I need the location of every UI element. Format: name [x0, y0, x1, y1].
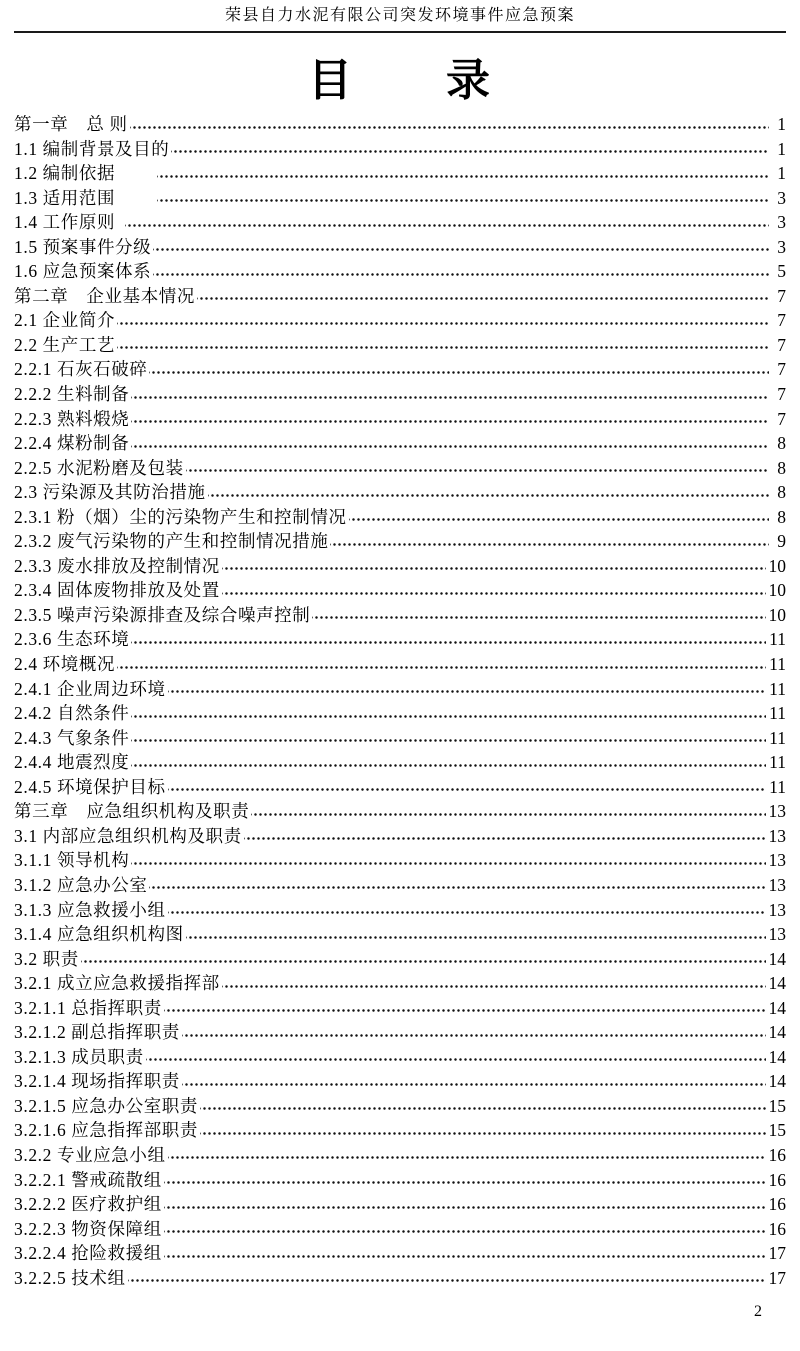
toc-entry-label: 3.2.1.6 应急指挥部职责 — [14, 1120, 198, 1141]
dot-leader — [168, 1143, 766, 1168]
dot-leader — [222, 971, 766, 996]
toc-entry-page: 14 — [768, 1022, 786, 1043]
toc-entry[interactable] — [14, 578, 786, 603]
dot-leader — [131, 407, 769, 432]
toc-entry-page: 11 — [769, 629, 786, 650]
dot-leader — [164, 1241, 766, 1266]
dot-leader — [128, 1266, 766, 1291]
dot-leader — [168, 898, 766, 923]
toc-entry-page: 7 — [777, 334, 786, 355]
toc-entry[interactable] — [14, 922, 786, 947]
toc-entry-label: 3.1.2 应急办公室 — [14, 874, 148, 895]
toc-entry-label: 1.4 工作原则 — [14, 212, 116, 233]
toc-entry[interactable] — [14, 799, 786, 824]
toc-entry-page: 14 — [768, 1071, 786, 1092]
toc-entry-page: 9 — [777, 531, 786, 552]
toc-entry[interactable] — [14, 1069, 786, 1094]
toc-entry-label: 2.2.1 石灰石破碎 — [14, 359, 148, 380]
toc-entry-label: 第三章 应急组织机构及职责 — [14, 801, 250, 822]
dot-leader — [197, 284, 769, 309]
toc-entry-label: 2.3.6 生态环境 — [14, 629, 130, 650]
toc-entry-label: 2.2 生产工艺 — [14, 334, 116, 355]
toc-entry-label: 3.2.1.2 副总指挥职责 — [14, 1022, 180, 1043]
toc-entry[interactable] — [14, 898, 786, 923]
toc-entry-page: 7 — [777, 359, 786, 380]
toc-entry[interactable] — [14, 1118, 786, 1143]
toc-entry-page: 15 — [768, 1120, 786, 1141]
dot-leader — [200, 1118, 766, 1143]
toc-entry-label: 3.2.2.1 警戒疏散组 — [14, 1169, 162, 1190]
dot-leader — [182, 1020, 766, 1045]
dot-leader — [244, 824, 766, 849]
toc-entry-page: 7 — [777, 408, 786, 429]
toc-entry[interactable] — [14, 186, 786, 211]
toc-entry-page: 16 — [768, 1218, 786, 1239]
dot-leader — [130, 112, 769, 137]
toc-entry[interactable] — [14, 603, 786, 628]
dot-leader — [164, 996, 766, 1021]
toc-entry[interactable] — [14, 259, 786, 284]
toc-entry[interactable] — [14, 701, 786, 726]
dot-leader — [131, 431, 769, 456]
dot-leader — [200, 1094, 766, 1119]
toc-entry[interactable] — [14, 529, 786, 554]
toc-entry-label: 1.6 应急预案体系 — [14, 261, 152, 282]
toc-entry-page: 8 — [777, 433, 786, 454]
toc-entry-page: 3 — [777, 187, 786, 208]
toc-entry-label: 3.2.1.3 成员职责 — [14, 1046, 144, 1067]
toc-entry[interactable] — [14, 848, 786, 873]
toc-entry-page: 7 — [777, 285, 786, 306]
toc-entry-page: 17 — [768, 1243, 786, 1264]
toc-entry[interactable] — [14, 357, 786, 382]
toc-entry[interactable] — [14, 1217, 786, 1242]
toc-list — [14, 112, 786, 1290]
dot-leader — [164, 1192, 766, 1217]
toc-entry[interactable] — [14, 431, 786, 456]
toc-entry[interactable] — [14, 1094, 786, 1119]
dot-leader — [349, 505, 769, 530]
toc-entry-label: 2.1 企业简介 — [14, 310, 116, 331]
toc-entry-label: 3.1 内部应急组织机构及职责 — [14, 825, 242, 846]
toc-entry[interactable] — [14, 750, 786, 775]
toc-entry-page: 16 — [768, 1169, 786, 1190]
toc-entry[interactable] — [14, 824, 786, 849]
toc-entry-label: 2.2.2 生料制备 — [14, 384, 130, 405]
toc-entry[interactable] — [14, 677, 786, 702]
toc-entry-page: 5 — [777, 261, 786, 282]
toc-entry-label: 2.4.3 气象条件 — [14, 727, 130, 748]
toc-entry[interactable] — [14, 726, 786, 751]
dot-leader — [164, 1217, 766, 1242]
dot-leader — [157, 161, 769, 186]
toc-entry-page: 8 — [777, 482, 786, 503]
toc-entry-label: 3.1.3 应急救援小组 — [14, 899, 166, 920]
toc-entry-label: 1.3 适用范围 — [14, 187, 116, 208]
toc-entry-page: 16 — [768, 1144, 786, 1165]
toc-entry-label: 3.2.2 专业应急小组 — [14, 1144, 166, 1165]
toc-entry[interactable] — [14, 480, 786, 505]
toc-entry[interactable] — [14, 1241, 786, 1266]
toc-entry[interactable] — [14, 1192, 786, 1217]
toc-entry-label: 2.4.4 地震烈度 — [14, 752, 130, 773]
dot-leader — [186, 456, 769, 481]
toc-entry-page: 3 — [777, 236, 786, 257]
toc-entry-label: 2.3.2 废气污染物的产生和控制情况措施 — [14, 531, 329, 552]
toc-entry[interactable] — [14, 1143, 786, 1168]
toc-entry-page: 11 — [769, 654, 786, 675]
toc-entry-page: 16 — [768, 1194, 786, 1215]
header-rule — [14, 31, 786, 33]
dot-leader — [117, 333, 769, 358]
dot-leader — [251, 799, 765, 824]
toc-entry-page: 14 — [768, 997, 786, 1018]
toc-entry-page: 13 — [768, 801, 786, 822]
dot-leader — [149, 357, 769, 382]
toc-entry[interactable] — [14, 996, 786, 1021]
dot-leader — [81, 947, 766, 972]
toc-entry-page: 11 — [769, 776, 786, 797]
toc-entry-label: 2.3.4 固体废物排放及处置 — [14, 580, 220, 601]
dot-leader — [330, 529, 769, 554]
dot-leader — [186, 922, 766, 947]
toc-entry-page: 10 — [768, 580, 786, 601]
toc-entry[interactable] — [14, 308, 786, 333]
dot-leader — [149, 873, 765, 898]
dot-leader — [146, 1045, 766, 1070]
toc-entry-label: 3.2.2.3 物资保障组 — [14, 1218, 162, 1239]
toc-entry-page: 14 — [768, 973, 786, 994]
toc-entry-page: 1 — [777, 138, 786, 159]
toc-entry[interactable] — [14, 284, 786, 309]
toc-entry-label: 2.2.4 煤粉制备 — [14, 433, 130, 454]
toc-entry[interactable] — [14, 407, 786, 432]
toc-entry-page: 13 — [768, 825, 786, 846]
dot-leader — [131, 382, 769, 407]
toc-entry-label: 3.2.2.2 医疗救护组 — [14, 1194, 162, 1215]
toc-entry-page: 1 — [777, 163, 786, 184]
toc-entry-page: 11 — [769, 678, 786, 699]
toc-entry[interactable] — [14, 137, 786, 162]
toc-entry-page: 11 — [769, 752, 786, 773]
toc-entry-page: 8 — [777, 457, 786, 478]
toc-entry-label: 2.4 环境概况 — [14, 654, 116, 675]
toc-entry-label: 3.2.2.4 抢险救援组 — [14, 1243, 162, 1264]
toc-entry[interactable] — [14, 971, 786, 996]
dot-leader — [222, 578, 766, 603]
toc-entry[interactable] — [14, 210, 786, 235]
toc-entry-label: 2.2.3 熟料煅烧 — [14, 408, 130, 429]
dot-leader — [168, 775, 767, 800]
toc-entry-page: 7 — [777, 384, 786, 405]
toc-entry[interactable] — [14, 382, 786, 407]
toc-entry-page: 14 — [768, 948, 786, 969]
dot-leader — [222, 554, 766, 579]
toc-entry-page: 14 — [768, 1046, 786, 1067]
toc-entry-page: 11 — [769, 703, 786, 724]
toc-entry-label: 1.2 编制依据 — [14, 163, 116, 184]
toc-entry-label: 3.1.1 领导机构 — [14, 850, 130, 871]
toc-entry[interactable] — [14, 947, 786, 972]
dot-leader — [168, 677, 767, 702]
toc-entry[interactable] — [14, 112, 786, 137]
toc-entry[interactable] — [14, 505, 786, 530]
toc-entry[interactable] — [14, 161, 786, 186]
toc-entry-label: 1.1 编制背景及目的 — [14, 138, 170, 159]
dot-leader — [153, 259, 769, 284]
toc-entry-label: 1.5 预案事件分级 — [14, 236, 152, 257]
toc-entry-label: 3.2.1 成立应急救援指挥部 — [14, 973, 220, 994]
dot-leader — [117, 652, 766, 677]
toc-entry[interactable] — [14, 1045, 786, 1070]
toc-entry[interactable] — [14, 456, 786, 481]
toc-entry[interactable] — [14, 775, 786, 800]
toc-entry-label: 2.4.5 环境保护目标 — [14, 776, 166, 797]
toc-entry-label: 2.3.1 粉（烟）尘的污染物产生和控制情况 — [14, 506, 347, 527]
toc-entry-label: 2.3.3 废水排放及控制情况 — [14, 555, 220, 576]
toc-entry-page: 13 — [768, 899, 786, 920]
toc-entry-label: 第二章 企业基本情况 — [14, 285, 195, 306]
toc-entry[interactable] — [14, 652, 786, 677]
page-footer — [754, 1303, 762, 1321]
dot-leader — [131, 726, 766, 751]
toc-entry-label: 2.4.2 自然条件 — [14, 703, 130, 724]
toc-entry-label: 2.4.1 企业周边环境 — [14, 678, 166, 699]
toc-entry-label: 2.3.5 噪声污染源排查及综合噪声控制 — [14, 604, 311, 625]
toc-entry-label: 3.2.1.4 现场指挥职责 — [14, 1071, 180, 1092]
toc-entry-label: 3.2.1.1 总指挥职责 — [14, 997, 162, 1018]
dot-leader — [117, 308, 769, 333]
toc-entry-page: 13 — [768, 874, 786, 895]
toc-entry-page: 17 — [768, 1267, 786, 1288]
dot-leader — [131, 750, 766, 775]
toc-page-title: 目 录 — [308, 56, 492, 105]
toc-entry-label: 2.2.5 水泥粉磨及包装 — [14, 457, 184, 478]
toc-entry[interactable] — [14, 554, 786, 579]
dot-leader — [182, 1069, 766, 1094]
dot-leader — [171, 137, 769, 162]
toc-entry[interactable] — [14, 627, 786, 652]
toc-entry[interactable] — [14, 1168, 786, 1193]
dot-leader — [157, 186, 769, 211]
toc-entry-label: 第一章 总 则 — [14, 114, 128, 134]
toc-entry-page: 10 — [768, 555, 786, 576]
document-header-title: 荣县自力水泥有限公司突发环境事件应急预案 — [224, 7, 575, 24]
document-header — [14, 6, 786, 26]
toc-entry-page: 3 — [777, 212, 786, 233]
toc-entry-label: 3.2.2.5 技术组 — [14, 1267, 126, 1288]
dot-leader — [208, 480, 769, 505]
toc-entry-page: 10 — [768, 604, 786, 625]
dot-leader — [312, 603, 765, 628]
toc-entry-page: 13 — [768, 850, 786, 871]
toc-entry-page: 13 — [768, 924, 786, 945]
toc-entry[interactable] — [14, 873, 786, 898]
toc-entry[interactable] — [14, 1266, 786, 1291]
toc-entry-page: 7 — [777, 310, 786, 331]
toc-entry-label: 3.2 职责 — [14, 948, 79, 969]
toc-entry-label: 2.3 污染源及其防治措施 — [14, 482, 206, 503]
dot-leader — [164, 1168, 766, 1193]
toc-entry[interactable] — [14, 235, 786, 260]
toc-entry[interactable] — [14, 333, 786, 358]
toc-entry[interactable] — [14, 1020, 786, 1045]
toc-entry-page: 8 — [777, 506, 786, 527]
toc-entry-page: 1 — [777, 114, 786, 134]
dot-leader — [131, 701, 766, 726]
toc-entry-label: 3.1.4 应急组织机构图 — [14, 924, 184, 945]
toc-entry-label: 3.2.1.5 应急办公室职责 — [14, 1095, 198, 1116]
dot-leader — [125, 210, 769, 235]
dot-leader — [131, 627, 766, 652]
toc-entry-page: 15 — [768, 1095, 786, 1116]
page-number: 2 — [754, 1303, 762, 1320]
dot-leader — [131, 848, 765, 873]
toc-entry-page: 11 — [769, 727, 786, 748]
dot-leader — [153, 235, 769, 260]
